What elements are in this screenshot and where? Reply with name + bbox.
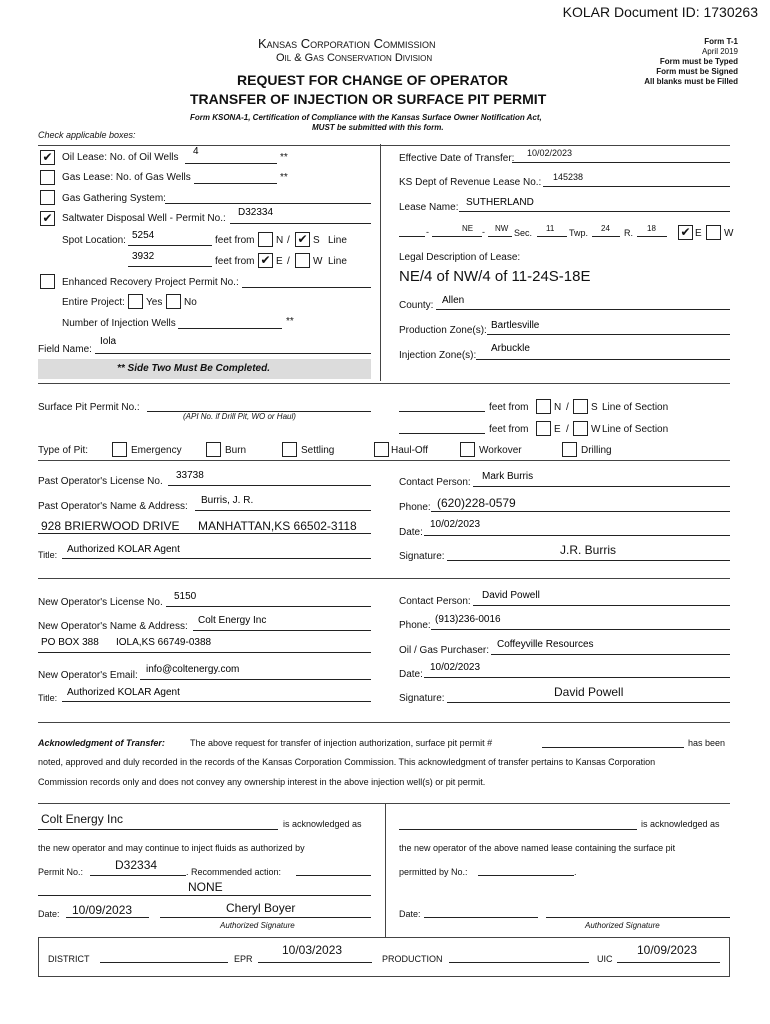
uic-date[interactable]: 10/09/2023 [637,943,698,957]
form-title-1: REQUEST FOR CHANGE OF OPERATOR [237,72,508,88]
ack-company-name[interactable]: Colt Energy Inc [41,812,124,826]
top-rule [38,145,730,146]
ack-text-line-2: noted, approved and duly recorded in the records of the Kansas Corporation Commission. This acknowledgment of transfer pertains to Kansas Corporation [38,757,656,767]
ack-permitted-by-label: permitted by No.: [399,867,468,877]
past-contact-value[interactable]: Mark Burris [482,471,534,482]
ks-lease-value[interactable]: 145238 [553,172,584,182]
ack-date-label: Date: [38,909,60,919]
eor-permit-label: Enhanced Recovery Project Permit No.: [62,277,239,288]
gas-gathering-checkbox[interactable] [40,190,55,205]
new-signature-value[interactable]: David Powell [554,685,624,699]
oil-lease-label: Oil Lease: No. of Oil Wells [62,152,179,163]
quarter-1[interactable]: NE [462,224,474,233]
ack-permit-label: Permit No.: [38,867,84,877]
surface-pit-label: Surface Pit Permit No.: [38,402,140,413]
pit-north-checkbox[interactable] [536,399,551,414]
spot-ew-feet[interactable]: 3932 [132,251,155,262]
past-date-value[interactable]: 10/02/2023 [430,519,481,530]
pit-south-checkbox[interactable] [573,399,588,414]
new-date-label: Date: [399,669,423,680]
agency-name: Kansas Corporation Commission [258,36,436,51]
ack-heading: Acknowledgment of Transfer: [38,738,165,748]
county-value[interactable]: Allen [442,295,465,306]
new-email-value[interactable]: info@coltenergy.com [146,664,240,675]
form-date: April 2019 [701,47,738,56]
new-purchaser-label: Oil / Gas Purchaser: [399,645,490,656]
num-injection-wells-label: Number of Injection Wells [62,318,176,329]
pit-type-burn-checkbox[interactable] [206,442,221,457]
new-contact-value[interactable]: David Powell [482,590,540,601]
production-zone-label: Production Zone(s): [399,325,487,336]
injection-zone-label: Injection Zone(s): [399,350,477,361]
form-requirement-signed: Form must be Signed [656,67,738,76]
ack-authorized-signature-right: Authorized Signature [585,921,660,930]
form-title-2: TRANSFER OF INJECTION OR SURFACE PIT PERMIT [190,91,547,107]
new-name-label: New Operator's Name & Address: [38,621,188,632]
ack-permit-value[interactable]: D32334 [115,858,158,872]
epr-label: EPR [234,954,253,964]
spot-east-checkbox[interactable]: ✔ [258,253,273,268]
pit-type-workover-checkbox[interactable] [460,442,475,457]
ack-text-line-3: Commission records only and does not convey any ownership interest in the above injection well(s) or pit permit. [38,777,486,787]
new-license-value[interactable]: 5150 [174,591,197,602]
production-label: PRODUCTION [382,954,443,964]
new-phone-value[interactable]: (913)236-0016 [435,614,501,625]
swd-permit-number[interactable]: D32334 [238,207,274,218]
spot-ns-feet[interactable]: 5254 [132,230,155,241]
range-east-checkbox[interactable]: ✔ [678,225,693,240]
past-contact-label: Contact Person: [399,477,471,488]
new-phone-label: Phone: [399,620,431,631]
uic-label: UIC [597,954,613,964]
pit-type-drilling-checkbox[interactable] [562,442,577,457]
legal-description-label: Legal Description of Lease: [399,252,521,263]
range-west-checkbox[interactable] [706,225,721,240]
new-name-value[interactable]: Colt Energy Inc [198,615,267,626]
ack-recommended-action[interactable]: NONE [188,880,223,894]
ks-lease-label: KS Dept of Revenue Lease No.: [399,177,542,188]
legal-description-value[interactable]: NE/4 of NW/4 of 11-24S-18E [399,268,591,285]
injection-zone-value[interactable]: Arbuckle [491,343,530,354]
side-two-note: ** Side Two Must Be Completed. [117,363,270,374]
lease-name-label: Lease Name: [399,202,459,213]
field-name-value[interactable]: Iola [100,336,117,347]
quarter-2[interactable]: NW [495,224,509,233]
ksona-note-1: Form KSONA-1, Certification of Compliance with the Kansas Surface Owner Notification Act, [190,113,542,122]
form-requirement-typed: Form must be Typed [659,57,738,66]
new-signature-label: Signature: [399,693,445,704]
past-license-value[interactable]: 33738 [176,470,204,481]
new-address-line-1[interactable]: PO BOX 388 [41,637,99,648]
new-address-line-2[interactable]: IOLA,KS 66749-0388 [116,637,212,648]
swd-checkbox[interactable]: ✔ [40,211,55,226]
gas-lease-label: Gas Lease: No. of Gas Wells [62,172,191,183]
range-value[interactable]: 18 [647,224,656,233]
entire-project-label: Entire Project: [62,297,125,308]
spot-west-checkbox[interactable] [295,253,310,268]
new-contact-label: Contact Person: [399,596,471,607]
spot-south-checkbox[interactable]: ✔ [295,232,310,247]
swd-permit-label: Saltwater Disposal Well - Permit No.: [62,213,226,224]
past-license-label: Past Operator's License No. [38,476,163,487]
spot-location-label: Spot Location: [62,235,126,246]
new-license-label: New Operator's License No. [38,597,163,608]
check-boxes-label: Check applicable boxes: [38,130,136,140]
document-id: KOLAR Document ID: 1730263 [562,4,758,20]
ack-date-value[interactable]: 10/09/2023 [72,903,133,917]
new-purchaser-value[interactable]: Coffeyville Resources [497,639,594,650]
ksona-note-2: MUST be submitted with this form. [312,123,444,132]
effective-date-label: Effective Date of Transfer: [399,153,515,164]
form-requirement-filled: All blanks must be Filled [644,77,738,86]
type-of-pit-label: Type of Pit: [38,445,89,456]
district-label: DISTRICT [48,954,90,964]
lease-name-value[interactable]: SUTHERLAND [466,197,534,208]
pit-type-haul-off-checkbox[interactable] [374,442,389,457]
ack-right-date-label: Date: [399,909,421,919]
spot-north-checkbox[interactable] [258,232,273,247]
township-value[interactable]: 24 [601,224,610,233]
ack-left-text: the new operator and may continue to inject fluids as authorized by [38,843,305,853]
past-phone-value[interactable]: (620)228-0579 [437,496,516,510]
past-address-line-1[interactable]: 928 BRIERWOOD DRIVE [41,519,180,533]
new-title-label: Title: [38,693,58,703]
effective-date-value[interactable]: 10/02/2023 [527,148,573,158]
column-divider [380,144,381,381]
pit-east-checkbox[interactable] [536,421,551,436]
new-email-label: New Operator's Email: [38,670,138,681]
past-title-value[interactable]: Authorized KOLAR Agent [67,544,180,555]
oil-wells-count[interactable]: 4 [193,146,199,157]
pit-west-checkbox[interactable] [573,421,588,436]
entire-project-yes-checkbox[interactable] [128,294,143,309]
past-title-label: Title: [38,550,58,560]
new-date-value[interactable]: 10/02/2023 [430,662,481,673]
ack-authorized-signature-left: Authorized Signature [220,921,295,930]
entire-project-no-checkbox[interactable] [166,294,181,309]
api-note: (API No. if Drill Pit, WO or Haul) [183,412,296,421]
gas-lease-checkbox[interactable] [40,170,55,185]
epr-date[interactable]: 10/03/2023 [282,943,343,957]
past-signature-value[interactable]: J.R. Burris [560,543,617,557]
division-name: Oil & Gas Conservation Division [276,52,433,64]
past-phone-label: Phone: [399,502,431,513]
field-name-label: Field Name: [38,344,92,355]
past-address-line-2[interactable]: MANHATTAN,KS 66502-3118 [198,519,357,533]
oil-lease-checkbox[interactable]: ✔ [40,150,55,165]
ack-right-text: the new operator of the above named lease containing the surface pit [399,843,676,853]
eor-checkbox[interactable] [40,274,55,289]
past-name-value[interactable]: Burris, J. R. [201,495,254,506]
pit-type-settling-checkbox[interactable] [282,442,297,457]
past-signature-label: Signature: [399,551,445,562]
section-value[interactable]: 11 [546,224,555,233]
ack-signer-name[interactable]: Cheryl Boyer [226,901,296,915]
form-number: Form T-1 [704,37,738,46]
gas-gathering-label: Gas Gathering System: [62,193,166,204]
pit-type-emergency-checkbox[interactable] [112,442,127,457]
past-date-label: Date: [399,527,423,538]
past-name-label: Past Operator's Name & Address: [38,501,188,512]
county-label: County: [399,300,434,311]
production-zone-value[interactable]: Bartlesville [491,320,540,331]
ack-text-line-1: The above request for transfer of injection authorization, surface pit permit # [190,738,493,748]
new-title-value[interactable]: Authorized KOLAR Agent [67,687,180,698]
